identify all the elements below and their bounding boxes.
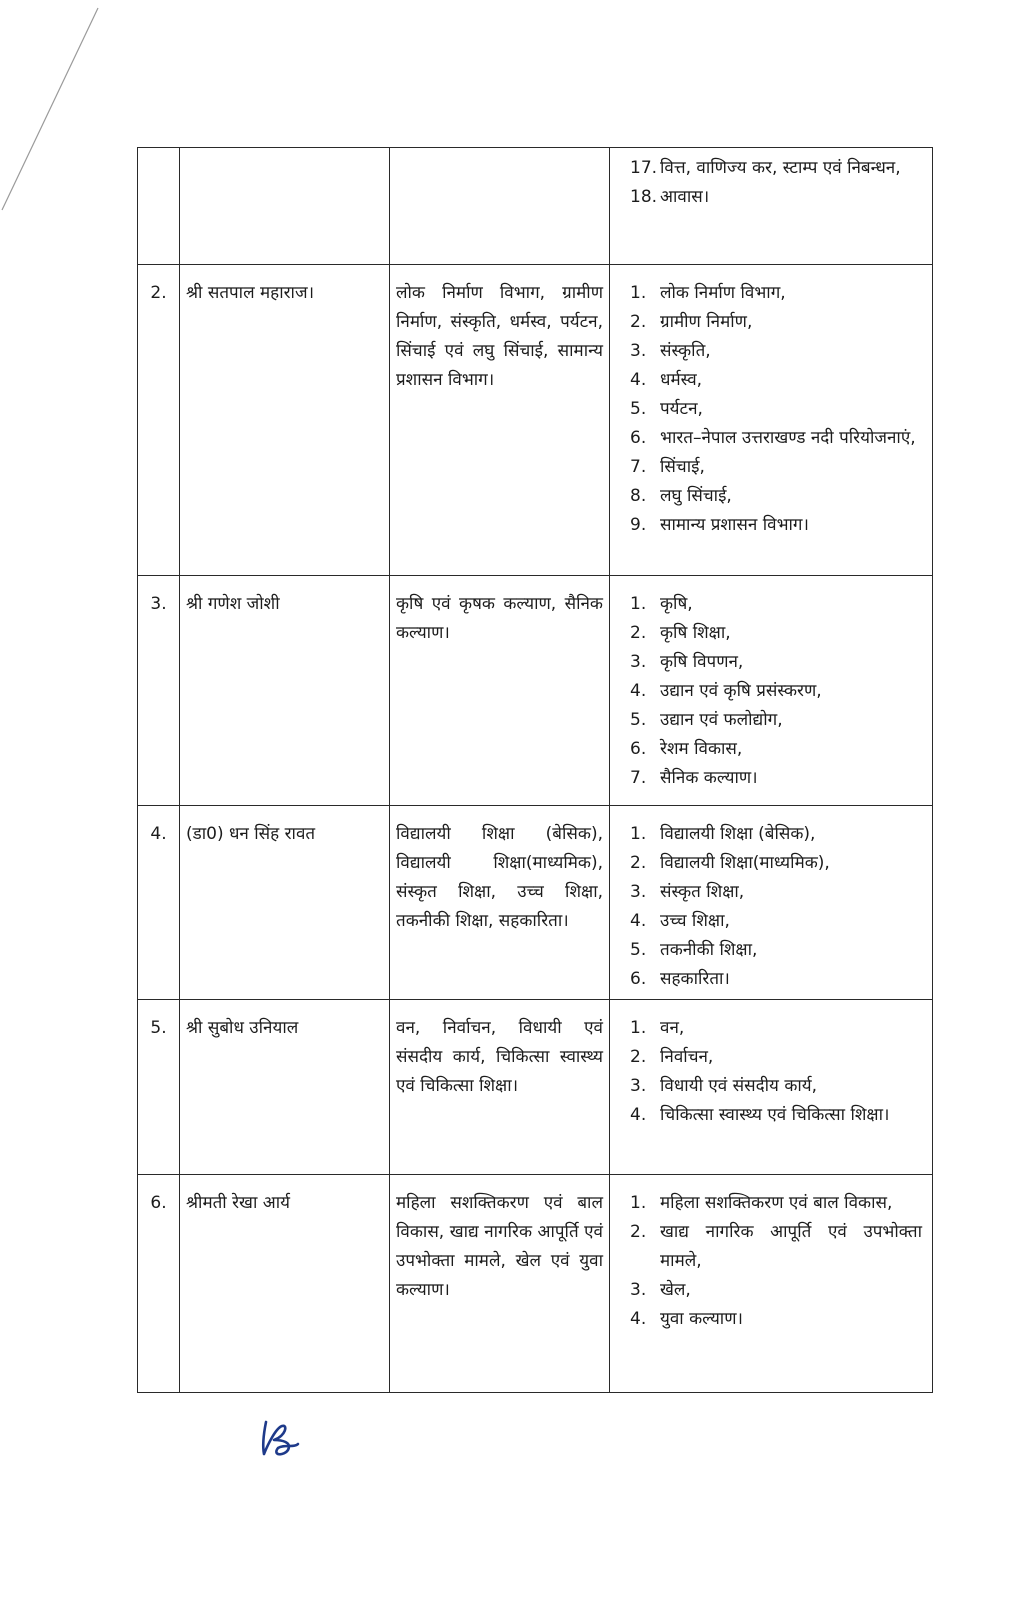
item-number: 5.	[630, 940, 647, 960]
item-number: 4.	[630, 681, 647, 701]
allocation-list-cell	[610, 1000, 933, 1175]
departments-cell: लोक निर्माण विभाग, ग्रामीण निर्माण, संस्कृति, धर्मस्व, पर्यटन, सिंचाई एवं लघु सिंचाई, सामान्य प्रशासन विभाग।	[390, 265, 610, 576]
item-number: 2.	[630, 312, 647, 332]
list-item	[630, 453, 922, 482]
item-text: विद्यालयी शिक्षा(माध्यमिक),	[660, 853, 830, 873]
table-body	[138, 148, 933, 1393]
item-number: 4.	[630, 1105, 647, 1125]
list-item	[630, 648, 922, 677]
item-number: 1.	[630, 824, 647, 844]
minister-name-cell: श्री सतपाल महाराज।	[180, 265, 390, 576]
list-item	[630, 1305, 922, 1334]
item-number: 3.	[630, 882, 647, 902]
serial-number-cell: 5.	[138, 1000, 180, 1175]
list-item	[630, 511, 922, 540]
minister-name-cell: श्री सुबोध उनियाल	[180, 1000, 390, 1175]
item-text: निर्वाचन,	[660, 1047, 714, 1067]
table-row	[138, 576, 933, 806]
item-text: धर्मस्व,	[660, 370, 703, 390]
table-row	[138, 265, 933, 576]
item-text: सामान्य प्रशासन विभाग।	[660, 515, 809, 535]
item-number: 2.	[630, 1047, 647, 1067]
list-item	[630, 279, 922, 308]
list-item	[630, 183, 922, 212]
item-number: 1.	[630, 283, 647, 303]
list-item	[630, 849, 922, 878]
item-number: 8.	[630, 486, 647, 506]
list-item	[630, 706, 922, 735]
list-item	[630, 1014, 922, 1043]
item-text: लघु सिंचाई,	[660, 486, 732, 506]
item-number: 7.	[630, 457, 647, 477]
item-number: 1.	[630, 1018, 647, 1038]
item-text: खाद्य नागरिक आपूर्ति एवं उपभोक्ता मामले,	[660, 1222, 922, 1271]
list-item	[630, 965, 922, 994]
item-number: 1.	[630, 1193, 647, 1213]
serial-number-cell: 6.	[138, 1175, 180, 1393]
departments-cell: महिला सशक्तिकरण एवं बाल विकास, खाद्य नागरिक आपूर्ति एवं उपभोक्ता मामले, खेल एवं युवा कल्याण।	[390, 1175, 610, 1393]
item-text: विधायी एवं संसदीय कार्य,	[660, 1076, 818, 1096]
item-number: 18.	[630, 187, 658, 207]
list-item	[630, 619, 922, 648]
item-text: ग्रामीण निर्माण,	[660, 312, 753, 332]
list-item	[630, 936, 922, 965]
item-number: 17.	[630, 158, 658, 178]
item-text: सैनिक कल्याण।	[660, 768, 758, 788]
list-item	[630, 590, 922, 619]
allocation-list-cell	[610, 1175, 933, 1393]
departments-cell: कृषि एवं कृषक कल्याण, सैनिक कल्याण।	[390, 576, 610, 806]
list-item	[630, 482, 922, 511]
list-item	[630, 424, 922, 453]
list-item	[630, 154, 922, 183]
item-text: तकनीकी शिक्षा,	[660, 940, 758, 960]
minister-name-cell: श्रीमती रेखा आर्य	[180, 1175, 390, 1393]
item-text: पर्यटन,	[660, 399, 703, 419]
item-number: 4.	[630, 911, 647, 931]
item-number: 7.	[630, 768, 647, 788]
allocation-list	[616, 590, 926, 793]
list-item	[630, 1276, 922, 1305]
allocation-list	[616, 1189, 926, 1334]
item-text: विद्यालयी शिक्षा (बेसिक),	[660, 824, 816, 844]
item-number: 6.	[630, 739, 647, 759]
serial-number-cell	[138, 148, 180, 265]
item-number: 5.	[630, 399, 647, 419]
table-row	[138, 1175, 933, 1393]
minister-name-cell: श्री गणेश जोशी	[180, 576, 390, 806]
item-text: भारत–नेपाल उत्तराखण्ड नदी परियोजनाएं,	[660, 428, 916, 448]
item-number: 4.	[630, 1309, 647, 1329]
list-item	[630, 764, 922, 793]
allocation-list	[616, 820, 926, 994]
item-text: सहकारिता।	[660, 969, 730, 989]
item-text: वित्त, वाणिज्य कर, स्टाम्प एवं निबन्धन,	[660, 158, 901, 178]
table-row	[138, 148, 933, 265]
item-text: सिंचाई,	[660, 457, 705, 477]
allocation-list-cell	[610, 576, 933, 806]
allocation-list	[616, 154, 926, 212]
item-number: 1.	[630, 594, 647, 614]
list-item	[630, 366, 922, 395]
department-allocation-table	[137, 147, 933, 1393]
item-text: कृषि,	[660, 594, 693, 614]
list-item	[630, 907, 922, 936]
list-item	[630, 677, 922, 706]
list-item	[630, 735, 922, 764]
item-number: 2.	[630, 1222, 647, 1242]
item-text: संस्कृत शिक्षा,	[660, 882, 745, 902]
allocation-list-cell	[610, 806, 933, 1000]
item-number: 4.	[630, 370, 647, 390]
item-text: चिकित्सा स्वास्थ्य एवं चिकित्सा शिक्षा।	[660, 1105, 890, 1125]
item-number: 3.	[630, 1280, 647, 1300]
list-item	[630, 308, 922, 337]
minister-name-cell: (डा0) धन सिंह रावत	[180, 806, 390, 1000]
departments-cell: वन, निर्वाचन, विधायी एवं संसदीय कार्य, चिकित्सा स्वास्थ्य एवं चिकित्सा शिक्षा।	[390, 1000, 610, 1175]
item-text: उद्यान एवं कृषि प्रसंस्करण,	[660, 681, 822, 701]
item-text: युवा कल्याण।	[660, 1309, 743, 1329]
item-number: 2.	[630, 853, 647, 873]
item-text: उच्च शिक्षा,	[660, 911, 730, 931]
item-text: उद्यान एवं फलोद्योग,	[660, 710, 783, 730]
list-item	[630, 820, 922, 849]
table-row	[138, 806, 933, 1000]
item-number: 5.	[630, 710, 647, 730]
item-text: कृषि शिक्षा,	[660, 623, 731, 643]
minister-name-cell	[180, 148, 390, 265]
allocation-list-cell	[610, 265, 933, 576]
serial-number-cell: 4.	[138, 806, 180, 1000]
item-text: वन,	[660, 1018, 685, 1038]
item-text: खेल,	[660, 1280, 691, 1300]
list-item	[630, 1043, 922, 1072]
item-text: कृषि विपणन,	[660, 652, 744, 672]
item-number: 3.	[630, 652, 647, 672]
list-item	[630, 1218, 922, 1276]
allocation-list-cell	[610, 148, 933, 265]
item-text: आवास।	[660, 187, 710, 207]
list-item	[630, 1072, 922, 1101]
departments-cell	[390, 148, 610, 265]
initials-signature	[258, 1418, 302, 1458]
list-item	[630, 337, 922, 366]
list-item	[630, 878, 922, 907]
item-number: 3.	[630, 1076, 647, 1096]
serial-number-cell: 2.	[138, 265, 180, 576]
table-row	[138, 1000, 933, 1175]
item-number: 3.	[630, 341, 647, 361]
list-item	[630, 1189, 922, 1218]
allocation-list	[616, 1014, 926, 1130]
list-item	[630, 395, 922, 424]
item-number: 6.	[630, 969, 647, 989]
departments-cell: विद्यालयी शिक्षा (बेसिक), विद्यालयी शिक्षा(माध्यमिक), संस्कृत शिक्षा, उच्च शिक्षा, तकनीकी शिक्षा, सहकारिता।	[390, 806, 610, 1000]
item-text: लोक निर्माण विभाग,	[660, 283, 786, 303]
list-item	[630, 1101, 922, 1130]
item-number: 9.	[630, 515, 647, 535]
item-number: 2.	[630, 623, 647, 643]
item-text: संस्कृति,	[660, 341, 711, 361]
scan-edge-line	[0, 0, 120, 220]
item-text: रेशम विकास,	[660, 739, 743, 759]
serial-number-cell: 3.	[138, 576, 180, 806]
allocation-list	[616, 279, 926, 540]
item-number: 6.	[630, 428, 647, 448]
item-text: महिला सशक्तिकरण एवं बाल विकास,	[660, 1193, 893, 1213]
